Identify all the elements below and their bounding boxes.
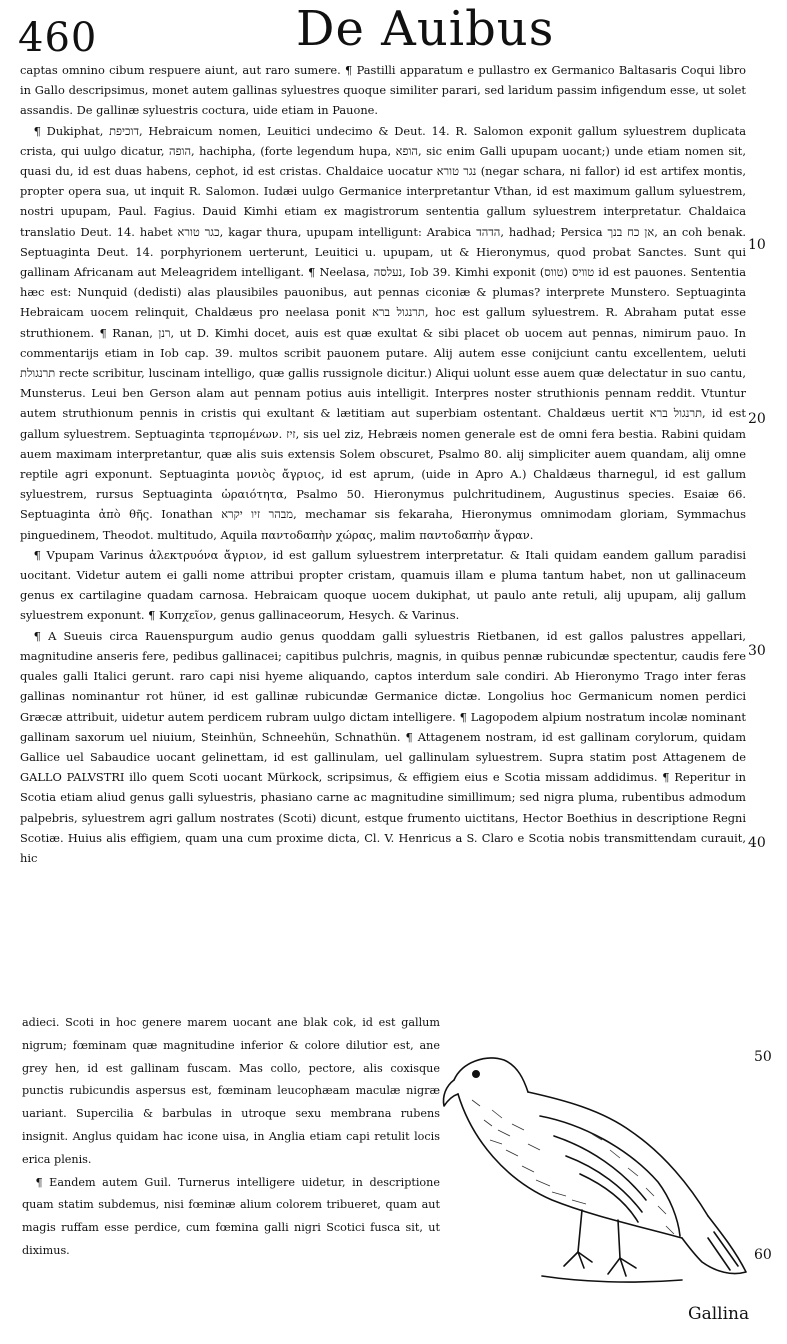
line-number-marker: 50 [754, 1049, 772, 1065]
catchword: Gallina [688, 1304, 750, 1324]
paragraph: captas omnino cibum respuere aiunt, aut raro sumere. ¶ Pastilli apparatum e pullastro ex Germanico Baltasaris Coqui libro in Gallo descripsimus, monet autem gallinas syluestres quoque similiter parari, sed laridum passim infigendum esse, ut solet assandis. De gallinæ syluestris coctura, uide etiam in Pauone. [20, 63, 746, 118]
line-number-marker: 30 [748, 643, 766, 659]
bird-drawing [432, 1040, 754, 1292]
paragraph: adieci. Scoti in hoc genere marem uocant ane blak cok, id est gallum nigrum; fœminam quæ magnitudine inferior & colore dilutior est, ane grey hen, id est gallinam fuscam. Mas collo, pectore, alis coxisque punctis rubicundis aspersus est, fœminam leucophæam maculæ nigræ uariant. Supercilia & barbulas in utroque sexu membrana rubens insignit. Anglus quidam hac icone uisa, in Anglia etiam capi retulit locis erica plenis. [22, 1016, 440, 1166]
paragraph: ¶ A Sueuis circa Rauenspurgum audio genus quoddam galli syluestris Rietbanen, id est gallos palustres appellari, magnitudine anseris fere, pedibus gallinacei; capitibus pulchris, magnis, in quibus pennæ rubicundæ spectentur, caudis fere quales galli Italici gerunt. raro capi nisi hyeme aliquando, captos interdum sale condiri. Ab Hieronymo Trago inter feras gallinas nominantur rot hüner, id est gallinæ rubicundæ Germanice dictæ. Longolius hoc Germanicum nomen perdici Græcæ attribuit, uidetur autem perdicem rubram uulgo dictam intelligere. ¶ Lagopodem alpium nostratum incolæ nominant gallinam saxorum uel niuium, Steinhün, Schneehün, Schnathün. ¶ Attagenem nostram, id est gallinam corylorum, quidam Gallice uel Sabaudice uocant gelinettam, id est gallinulam, uel gallinulam syluestrem. Supra statim post Attagenem de GALLO PALVSTRI illo quem Scoti uocant Mürkock, scripsimus, & effigiem eius e Scotia missam addidimus. ¶ Reperitur in Scotia etiam aliud genus galli syluestris, phasiano carne ac magnitudine simillimum; sed nigra pluma, rubentibus admodum palpebris, syluestrem agri gallum nostrates (Scoti) dicunt, estque frumento uictitans, Hector Boethius in descriptione Regni Scotiæ. Huius alis effigiem, quam una cum proxime dicta, Cl. V. Henricus a S. Claro e Scotia nobis transmittendam curauit, hic [20, 628, 746, 865]
lower-text-block [22, 1012, 440, 1263]
bird-woodcut-illustration [432, 1040, 754, 1292]
paragraph: ¶ Dukiphat, דוכיפת, Hebraicum nomen, Leuitici undecimo & Deut. 14. R. Salomon exponit gallum syluestrem duplicata crista, qui uulgo dicatur, הופה, hachipha, (forte legendum hupa, הופא, sic enim Galli upupam uocant;) unde etiam nomen sit, quasi du, id est duas habens, cephot, id est cristas. Chaldaice uocatur נגר טורא (negar schara, ni fallor) id est artifex montis, propter opera sua, ut inquit R. Salomon. Iudæi uulgo Germanice interpretantur Vthan, id est maximum gallum syluestrem, nostri upupam, Paul. Fagius. Dauid Kimhi etiam ex magistrorum sententia gallum syluestrem interpretatur. Chaldaica translatio Deut. 14. habet כגר טורא, kagar thura, upupam intelligunt: Arabica הדהד, hadhad; Persica אן כח בנך, an coh benak. Septuaginta Deut. 14. porphyrionem uerterunt, Leuitici u. upupam, ut & Hieronymus, quod probat Sanctes. Sunt qui gallinam Africanam aut Meleagridem intelligant. ¶ Neelasa, נעלסה, Iob 39. Kimhi exponit טוויס (טווס) id est pauones. Sententia hæc est: Nunquid (dedisti) alas plausibiles pauonibus, aut pennas ciconiæ & plumas? interprete Munstero. Septuaginta Hebraicam uocem relinquit, Chaldæus pro neelasa ponit תרנגול ברא, hoc est gallum syluestrem. R. Abraham putat esse struthionem. ¶ Ranan, רנן, ut D. Kimhi docet, auis est quæ exultat & sibi placet ob uocem aut pennas, nimirum pauo. In commentarijs etiam in Iob cap. 39. multos scribit pauonem putare. Alij autem esse conijciunt cantu excellentem, ueluti תרנגולת recte scribitur, luscinam intelligo, quæ gallis russignole dicitur.) Aliqui uolunt esse auem quæ delectatur in suo cantu, Munsterus. Leui ben Gerson alam aut pennam potius auis intelligit. Interpres noster struthionis pennam reddit. Vtuntur autem struthionum pennis in cristis qui exultant & lætitiam aut superbiam ostentant. Chaldæus uertit תרנגול ברא, id est gallum syluestrem. Septuaginta τερπομένων. זיז, sis uel ziz, Hebræis nomen generale est de omni fera bestia. Rabini quidam auem maximam interpretantur, quæ alis suis extensis Solem obscuret, Psalmo 80. alij simpliciter auem quandam, alij omne reptile agri exponunt. Septuaginta μονιὸς ἄγριος, id est aprum, (uide in Apro A.) Chaldæus tharnegul, id est gallum syluestrem, rursus Septuaginta ὡραιότητα, Psalmo 50. Hieronymus pulchritudinem, Augustinus species. Esaiæ 66. Septuaginta ἀπὸ θῆς. Ionathan מבהר זיו יקרא, mechamar sis fekaraha, Hieronymus omnimodam gloriam, Symmachus pinguedinem, Theodot. multitudo, Aquila παντοδαπὴν χώρας, malim παντοδαπὴν ἄγραν. [20, 123, 747, 542]
main-text-block [20, 60, 746, 868]
page-number: 460 [18, 15, 98, 61]
paragraph: ¶ Vpupam Varinus ἀλεκτρυόνα ἄγριον, id est gallum syluestrem interpretatur. & Itali quidam eandem gallum paradisi uocitant. Videtur autem ei galli nome attribui propter cristam, quamuis illam e pluma tantum habet, non ut gallinaceum genus ex cartilagine quadam carnosa. Hebraicam quoque uocem dukiphat, ut paulo ante retuli, alij upupam, alij gallum syluestrem exponunt. ¶ Κυπχεῖον, genus gallinaceorum, Hesych. & Varinus. [20, 547, 746, 623]
line-number-marker: 20 [748, 411, 766, 427]
paragraph: ¶ Eandem autem Guil. Turnerus intelligere uidetur, in descriptione quam statim subdemus, nisi fœminæ alium colorem tribueret, quam aut magis ruffam esse perdice, cum fœmina galli nigri Scotici fusca sit, ut diximus. [22, 1175, 440, 1257]
line-number-marker: 40 [748, 835, 766, 851]
line-number-marker: 10 [748, 237, 766, 253]
line-number-marker: 60 [754, 1247, 772, 1263]
running-title: De Auibus [296, 1, 555, 57]
